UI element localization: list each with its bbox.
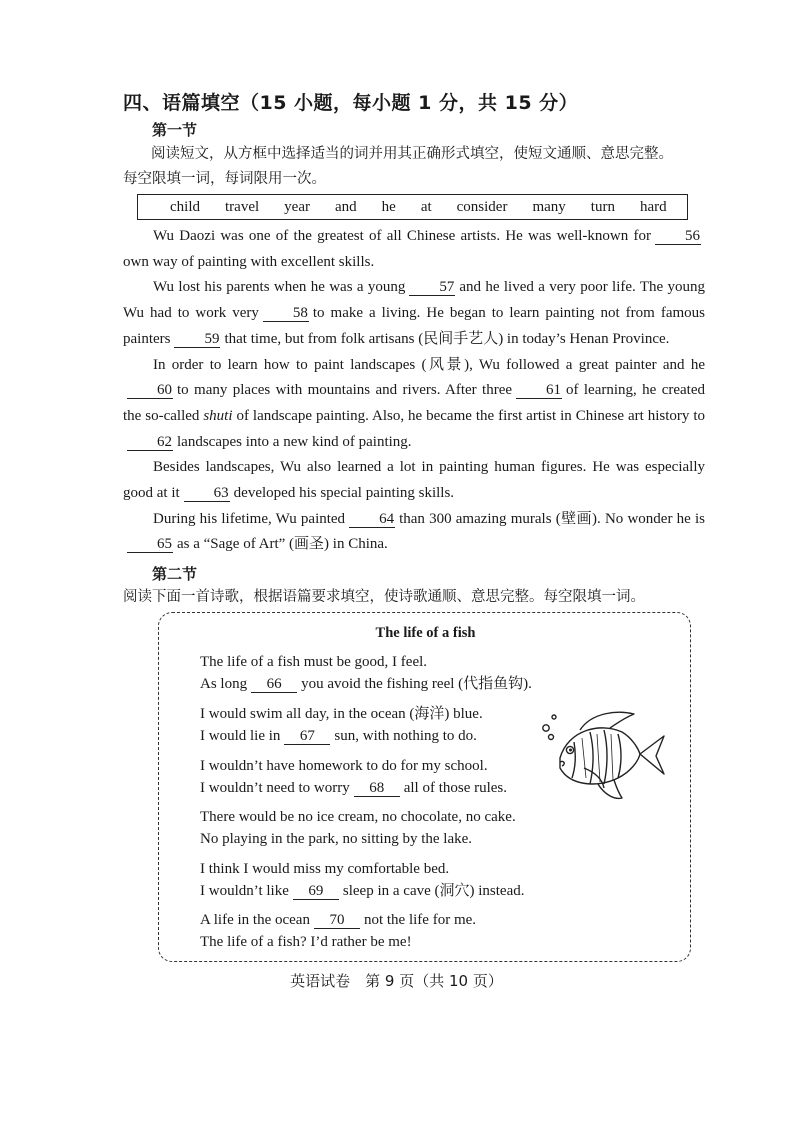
passage-text: he is xyxy=(676,510,705,527)
blank-67[interactable]: 67 xyxy=(284,728,330,745)
poem-title: The life of a fish xyxy=(375,625,476,641)
word-bank-item: child xyxy=(170,198,200,215)
part2-instructions xyxy=(123,585,705,610)
poem-line: The life of a fish must be good, I feel. xyxy=(200,654,428,670)
poem-line: sleep in a cave (洞穴) instead. xyxy=(342,882,525,899)
passage-text: than 300 amazing murals (壁画). No wonder xyxy=(399,510,673,527)
poem-line: you avoid the fishing reel (代指鱼钩). xyxy=(301,675,532,692)
blank-68[interactable]: 68 xyxy=(354,780,400,797)
passage-text: that time, but from folk artisans (民间手艺人) in today’s Henan Province. xyxy=(224,330,670,347)
word-bank-item: at xyxy=(420,198,432,215)
blank-60[interactable]: 60 xyxy=(127,382,173,399)
passage-text: Wu lost his parents when he was a young xyxy=(153,279,406,296)
passage-text: as a “Sage of Art” (画圣) in China. xyxy=(177,536,388,553)
passage-text: of learning, he xyxy=(566,382,657,399)
stanza-2 xyxy=(200,704,483,747)
paragraph-2 xyxy=(123,275,705,352)
stanza-3 xyxy=(200,756,507,799)
word-bank-item: he xyxy=(381,198,396,215)
word-bank-item: hard xyxy=(639,198,667,215)
passage-text: of landscape painting. Also, he became the first artist in Chinese art xyxy=(236,407,644,424)
blank-65[interactable]: 65 xyxy=(127,536,173,553)
part1-instructions xyxy=(123,142,705,192)
passage-text: developed his special painting skills. xyxy=(233,485,455,502)
blank-66[interactable]: 66 xyxy=(251,676,297,693)
blank-57[interactable]: 57 xyxy=(409,279,455,296)
stanza-5 xyxy=(200,859,525,902)
passage-italic-term: shuti xyxy=(203,407,233,424)
page-footer: 英语试卷 第 9 页（共 10 页） xyxy=(290,972,503,990)
passage-text: history to xyxy=(647,407,706,424)
paragraph-4 xyxy=(123,455,705,506)
word-bank-item: consider xyxy=(456,198,508,215)
fish-illustration xyxy=(540,708,668,804)
poem-line: all of those rules. xyxy=(403,779,508,796)
passage-text: In order to learn how to paint landscapes (风景), Wu followed a great painter and he xyxy=(153,356,705,373)
blank-64[interactable]: 64 xyxy=(349,511,395,528)
part1-instruction-line: 阅读短文，从方框中选择适当的词并用其正确形式填空，使短文通顺、意思完整。 xyxy=(151,146,673,162)
passage-text: own way of painting with excellent skills. xyxy=(123,253,375,270)
part2-heading: 第二节 xyxy=(152,565,198,583)
poem-line: A life in the ocean xyxy=(200,912,310,928)
stanza-6 xyxy=(200,910,476,953)
blank-62[interactable]: 62 xyxy=(127,434,173,451)
paragraph-5 xyxy=(123,507,705,558)
passage-text: painters xyxy=(123,330,171,347)
poem-line: There would be no ice cream, no chocolate, no cake. xyxy=(200,809,516,825)
blank-61[interactable]: 61 xyxy=(516,382,562,399)
poem-line: sun, with nothing to do. xyxy=(334,727,477,744)
passage-text: During his lifetime, Wu painted xyxy=(153,510,346,527)
word-bank-item: travel xyxy=(225,198,260,215)
poem-line: I wouldn’t like xyxy=(200,882,289,899)
poem-line: I would lie in xyxy=(200,727,281,744)
poem-line: I wouldn’t have homework to do for my school. xyxy=(200,758,488,774)
section-title: 四、语篇填空（15 小题，每小题 1 分，共 15 分） xyxy=(123,92,579,114)
passage-text: Wu had to work very xyxy=(123,305,259,322)
passage-text: to make a living. He began to learn painting not from famous xyxy=(312,305,705,322)
blank-58[interactable]: 58 xyxy=(263,305,309,322)
paragraph-3 xyxy=(123,353,705,456)
passage xyxy=(123,224,705,558)
poem-line: not the life for me. xyxy=(363,912,477,928)
word-bank-item: many xyxy=(532,198,566,215)
passage-text: and he lived a very poor life. The young xyxy=(459,279,705,296)
blank-59[interactable]: 59 xyxy=(174,331,220,348)
poem-line: I wouldn’t need to worry xyxy=(200,779,350,796)
part1-heading: 第一节 xyxy=(152,121,198,139)
poem-line: I think I would miss my comfortable bed. xyxy=(200,861,450,877)
passage-text: Besides landscapes, Wu also learned a lot in painting human figures. He was especially xyxy=(153,459,705,476)
passage-text: created the so-called xyxy=(123,382,706,424)
part2-instruction-line: 阅读下面一首诗歌，根据语篇要求填空，使诗歌通顺、意思完整。每空限填一词。 xyxy=(123,589,645,605)
passage-text: good at it xyxy=(123,485,180,502)
passage-text: Wu Daozi was one of the greatest of all Chinese artists. He was well-known for xyxy=(153,228,651,244)
poem-line: I would swim all day, in the ocean (海洋) blue. xyxy=(200,706,483,722)
blank-70[interactable]: 70 xyxy=(314,912,360,929)
blank-56[interactable]: 56 xyxy=(655,228,701,245)
poem-line: As long xyxy=(200,675,248,692)
blank-69[interactable]: 69 xyxy=(293,883,339,900)
stanza-4 xyxy=(200,807,516,850)
blank-63[interactable]: 63 xyxy=(184,485,230,502)
word-bank-item: turn xyxy=(590,198,615,215)
passage-text: landscapes into a new kind of painting. xyxy=(177,433,412,450)
poem-line: The life of a fish? I’d rather be me! xyxy=(200,933,412,950)
word-bank-item: and xyxy=(334,198,357,215)
word-bank-item: year xyxy=(284,198,310,215)
passage-text: to many places with mountains and rivers. After three xyxy=(177,382,513,399)
poem-line: No playing in the park, no sitting by the lake. xyxy=(200,830,473,847)
part1-instruction-line: 每空限填一词，每词限用一次。 xyxy=(123,171,326,187)
word-bank xyxy=(137,194,688,220)
paragraph-1 xyxy=(123,224,705,275)
stanza-1 xyxy=(200,652,532,695)
